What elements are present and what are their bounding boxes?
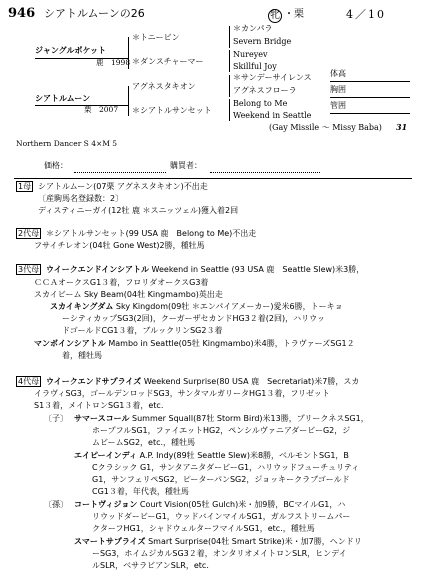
- second-dam-line2: フサイチレオン(04牡 Gone West)2勝，種牡馬: [34, 241, 205, 250]
- fourth-dam-line1: [46, 377, 359, 386]
- cannon-line: [330, 113, 410, 114]
- girth-label: 胸囲: [330, 85, 346, 94]
- height-label: 体高: [330, 69, 346, 78]
- sex-mark: 牝: [270, 10, 280, 21]
- third-dam-line3: スカイビーム Sky Beam(04牡 Kingmambo)英出走: [34, 290, 223, 299]
- third-dam-tag: 3代母: [18, 265, 40, 274]
- horse-title: シアトルムーンの26: [44, 7, 145, 20]
- sire-name: ジャングルポケット: [35, 46, 107, 55]
- dam-bracket: [128, 86, 129, 116]
- sire-sire-bracket: [229, 26, 230, 48]
- sire-dam: ＊ダンスチャーマー: [132, 57, 204, 66]
- court-vision-line3: クターフHG1，シャドウェルターフマイルSG1，etc.，種牡馬: [92, 524, 315, 533]
- smart-surprise-line3: ルSLR，ベサラビアンSLR，etc.: [92, 561, 209, 570]
- inbreeding-note: Northern Dancer S 4×M 5: [16, 139, 118, 148]
- summer-squall-line2: ホープフルSG1，ファイエットHG2，ペンシルヴァニアダービーG2，ジ: [92, 426, 351, 435]
- section-divider: [14, 178, 412, 179]
- court-vision-line2: リウッドダービーG1，ウッドバインマイルSG1，ガルフストリームパー: [92, 512, 351, 521]
- dd-sire: Belong to Me: [233, 99, 288, 108]
- first-dam-line1: シアトルムーン(07栗 アグネスタキオン)不出走: [38, 182, 208, 191]
- second-dam-line1: ＊シアトルサンセット(99 USA 鹿 Belong to Me)不出走: [46, 229, 257, 238]
- third-dam-record: Weekend in Seattle (93 USA 鹿 Seattle Slew)米3勝，: [151, 265, 365, 274]
- girth-line: [330, 97, 410, 98]
- second-dam-tag: 2代母: [18, 229, 40, 238]
- ss-dam: Severn Bridge: [233, 37, 292, 46]
- price-line: [74, 172, 166, 173]
- dam-sire: アグネスタキオン: [132, 82, 196, 91]
- ap-indy-line2: Cクラシック G1，サンタアニタダービーG1，ハリウッドフューチュリティ: [92, 463, 360, 472]
- height-line: [330, 81, 410, 82]
- lot-number: 946: [8, 6, 36, 21]
- third-dam-line1: [46, 265, 364, 274]
- price-label: 価格：: [44, 161, 68, 170]
- mambo-name: マンボインシアトル: [34, 339, 106, 348]
- dam-line: [35, 105, 128, 106]
- ap-indy-record: A.P. Indy(89牡 Seattle Slew)米8勝，ベルモントSG1，B: [139, 451, 349, 460]
- family-note: (Gay Missile ～ Missy Baba): [269, 123, 382, 132]
- children-tag: 〔子〕: [44, 414, 68, 423]
- fourth-dam-tag: 4代母: [18, 377, 40, 386]
- sire-line: [35, 58, 128, 59]
- third-dam-line4: [50, 302, 343, 311]
- third-dam-line5: ーシティカップSG3(2回)，クーガーザセカンドHG3２着(2回)，ハリウッ: [62, 314, 325, 323]
- fourth-dam-line2: イラヴィSG3，ゴールデンロッドSG3，サンタマルガリータHG1３着，フリゼット: [34, 389, 330, 398]
- ds-sire: ＊サンデーサイレンス: [233, 73, 312, 82]
- ds-dam: アグネスフローラ: [233, 86, 297, 95]
- fourth-dam-name: ウイークエンドサプライズ: [46, 377, 142, 386]
- smart-surprise-line2: ーSG3，ホイムジカルSG3２着，オンタリオメイトロンSLR，ヒンデイ: [92, 549, 347, 558]
- fourth-dam-record: Weekend Surprise(80 USA 鹿 Secretariat)米7勝，スカ: [143, 377, 360, 386]
- foaling-date: 4／10: [346, 8, 386, 21]
- third-dam-line7: [34, 339, 355, 348]
- third-dam-name: ウイークエンドインシアトル: [46, 265, 149, 274]
- summer-squall-line: [74, 414, 369, 423]
- ap-indy-line: [74, 451, 349, 460]
- ap-indy-line3: G1，サンフェリペSG2，ピーターパンSG2，ジョッキークラブゴールド: [92, 475, 350, 484]
- sd-sire: Nureyev: [233, 50, 268, 59]
- cannon-label: 管囲: [330, 101, 346, 110]
- dam-name: シアトルムーン: [35, 94, 91, 103]
- mambo-record: Mambo in Seattle(05牡 Kingmambo)米4勝，トラヴァーズSG1２: [108, 339, 355, 348]
- dam-info: 栗 2007: [84, 105, 119, 114]
- court-vision-record: Court Vision(05牡 Gulch)米・加9勝，BCマイルG1，ハ: [139, 500, 346, 509]
- sire-dam-bracket: [229, 50, 230, 72]
- coat-color: ・栗: [284, 9, 304, 20]
- ap-indy-line4: CG1３着，年代表，種牡馬: [92, 487, 189, 496]
- court-vision-name: コートヴィジョン: [74, 500, 138, 509]
- sire-info: 鹿 1998: [96, 58, 131, 67]
- smart-surprise-name: スマートサプライズ: [74, 537, 146, 546]
- court-vision-line: [74, 500, 345, 509]
- summer-squall-name: サマースコール: [74, 414, 130, 423]
- first-dam-tag: 1母: [18, 182, 32, 191]
- smart-surprise-record: Smart Surprise(04牡 Smart Strike)米・加7勝，ヘンドリ: [148, 537, 362, 546]
- buyer-label: 購買者：: [170, 161, 202, 170]
- dd-dam: Weekend in Seattle: [233, 111, 312, 120]
- family-number: 31: [396, 122, 408, 132]
- summer-squall-record: Summer Squall(87牡 Storm Bird)米13勝，プリークネスSG1，: [132, 414, 369, 423]
- ss-sire: ＊カンパラ: [233, 24, 273, 33]
- fourth-dam-line3: S1３着，メイトロンSG1３着，etc.: [34, 401, 164, 410]
- sky-kingdom-name: スカイキングダム: [50, 302, 114, 311]
- first-dam-line3: ディスティニーガイ(12牡 鹿 ＊スニッツェル)獲入着2回: [38, 206, 239, 215]
- dam-sire-bracket: [229, 75, 230, 97]
- third-dam-line2: ＣＣＡオークスG1３着，フロリダオークスG3着: [34, 278, 209, 287]
- dam-dam-bracket: [229, 99, 230, 121]
- sire-sire: ＊トニービン: [132, 33, 180, 42]
- sky-kingdom-record: Sky Kingdom(09牡 ＊エンパイアメーカー)愛米6勝，トーキョ: [115, 302, 343, 311]
- sd-dam: Skillful Joy: [233, 62, 277, 71]
- summer-squall-line3: ムビームSG2，etc.，種牡馬: [92, 438, 196, 447]
- buyer-line: [210, 172, 320, 173]
- ap-indy-name: エイピーインディ: [74, 451, 138, 460]
- grandchildren-tag: 〔孫〕: [44, 500, 68, 509]
- dam-dam: ＊シアトルサンセット: [132, 106, 212, 115]
- third-dam-line6: ドゴールドCG1３着，ブルックリンSG2３着: [62, 326, 223, 335]
- sire-bracket: [128, 37, 129, 69]
- first-dam-line2: 〔産駒馬名登録数：2〕: [38, 194, 124, 203]
- smart-surprise-line: [74, 537, 362, 546]
- third-dam-line8: 着，種牡馬: [62, 351, 102, 360]
